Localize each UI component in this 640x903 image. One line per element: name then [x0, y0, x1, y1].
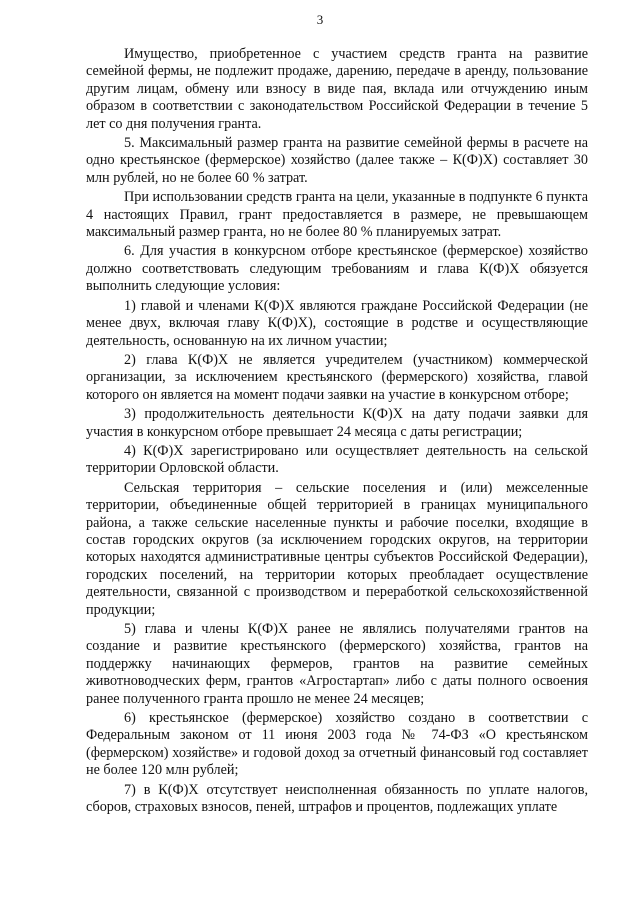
- paragraph-condition-3: 3) продолжительность деятельности К(Ф)Х на дату подачи заявки для участия в конкурсном отборе превышает 24 месяца с даты регистрации;: [86, 406, 588, 440]
- paragraph-condition-5: 5) глава и члены К(Ф)Х ранее не являлись получателями грантов на создание и развитие крестьянского (фермерского) хозяйства, грантов на поддержку начинающих фермеров, грантов на развитие семейных животноводческих ферм, грантов «Агростартап» либо с даты полного освоения ранее полученного гранта прошло не менее 24 месяцев;: [86, 621, 588, 707]
- paragraph-condition-6: 6) крестьянское (фермерское) хозяйство создано в соответствии с Федеральным законом от 11 июня 2003 года № 74-ФЗ «О крестьянском (фермерском) хозяйстве» и годовой доход за отчетный финансовый год составляет не более 120 млн рублей;: [86, 710, 588, 779]
- paragraph-clause-6: 6. Для участия в конкурсном отборе крестьянское (фермерское) хозяйство должно соответствовать следующим требованиям и глава К(Ф)Х обязуется выполнить следующие условия:: [86, 243, 588, 295]
- paragraph-rural-territory: Сельская территория – сельские поселения и (или) межселенные территории, объединенные общей территорией в границах муниципального района, а также сельские населенные пункты и рабочие поселки, входящие в состав городских округов (за исключением городских округов, на территории которых находятся административные центры субъектов Российской Федерации), городских поселений, на территории которых преобладает осуществление деятельности, связанной с производством и переработкой сельскохозяйственной продукции;: [86, 479, 588, 618]
- page-number: 3: [316, 12, 324, 27]
- paragraph-property-restriction: Имущество, приобретенное с участием средств гранта на развитие семейной фермы, не подлежит продаже, дарению, передаче в аренду, пользование другим лицам, обмену или взносу в виде пая, вклада или отчуждению иным образом в соответствии с законодательством Российской Федерации в течение 5 лет со дня получения гранта.: [86, 46, 588, 132]
- paragraph-clause-5: 5. Максимальный размер гранта на развитие семейной фермы в расчете на одно крестьянское (фермерское) хозяйство (далее также – К(Ф)Х) составляет 30 млн рублей, но не более 60 % затрат.: [86, 135, 588, 186]
- paragraph-condition-4: 4) К(Ф)Х зарегистрировано или осуществляет деятельность на сельской территории Орловской области.: [86, 442, 588, 477]
- paragraph-condition-7: 7) в К(Ф)Х отсутствует неисполненная обязанность по уплате налогов, сборов, страховых взносов, пеней, штрафов и процентов, подлежащих уплате: [86, 781, 588, 816]
- paragraph-condition-2: 2) глава К(Ф)Х не является учредителем (участником) коммерческой организации, за исключением крестьянского (фермерского) хозяйства, главой которого он является на момент подачи заявки на участие в конкурсном отборе;: [86, 351, 588, 403]
- paragraph-grant-usage: При использовании средств гранта на цели, указанные в подпункте 6 пункта 4 настоящих Правил, грант предоставляется в размере, не превышающем максимальный размер гранта, но не более 80 % планируемых затрат.: [86, 189, 588, 241]
- paragraph-condition-1: 1) главой и членами К(Ф)Х являются граждане Российской Федерации (не менее двух, включая главу К(Ф)Х), состоящие в родстве и осуществляющие деятельность, основанную на их личном участии;: [86, 297, 588, 349]
- document-body: [86, 46, 588, 816]
